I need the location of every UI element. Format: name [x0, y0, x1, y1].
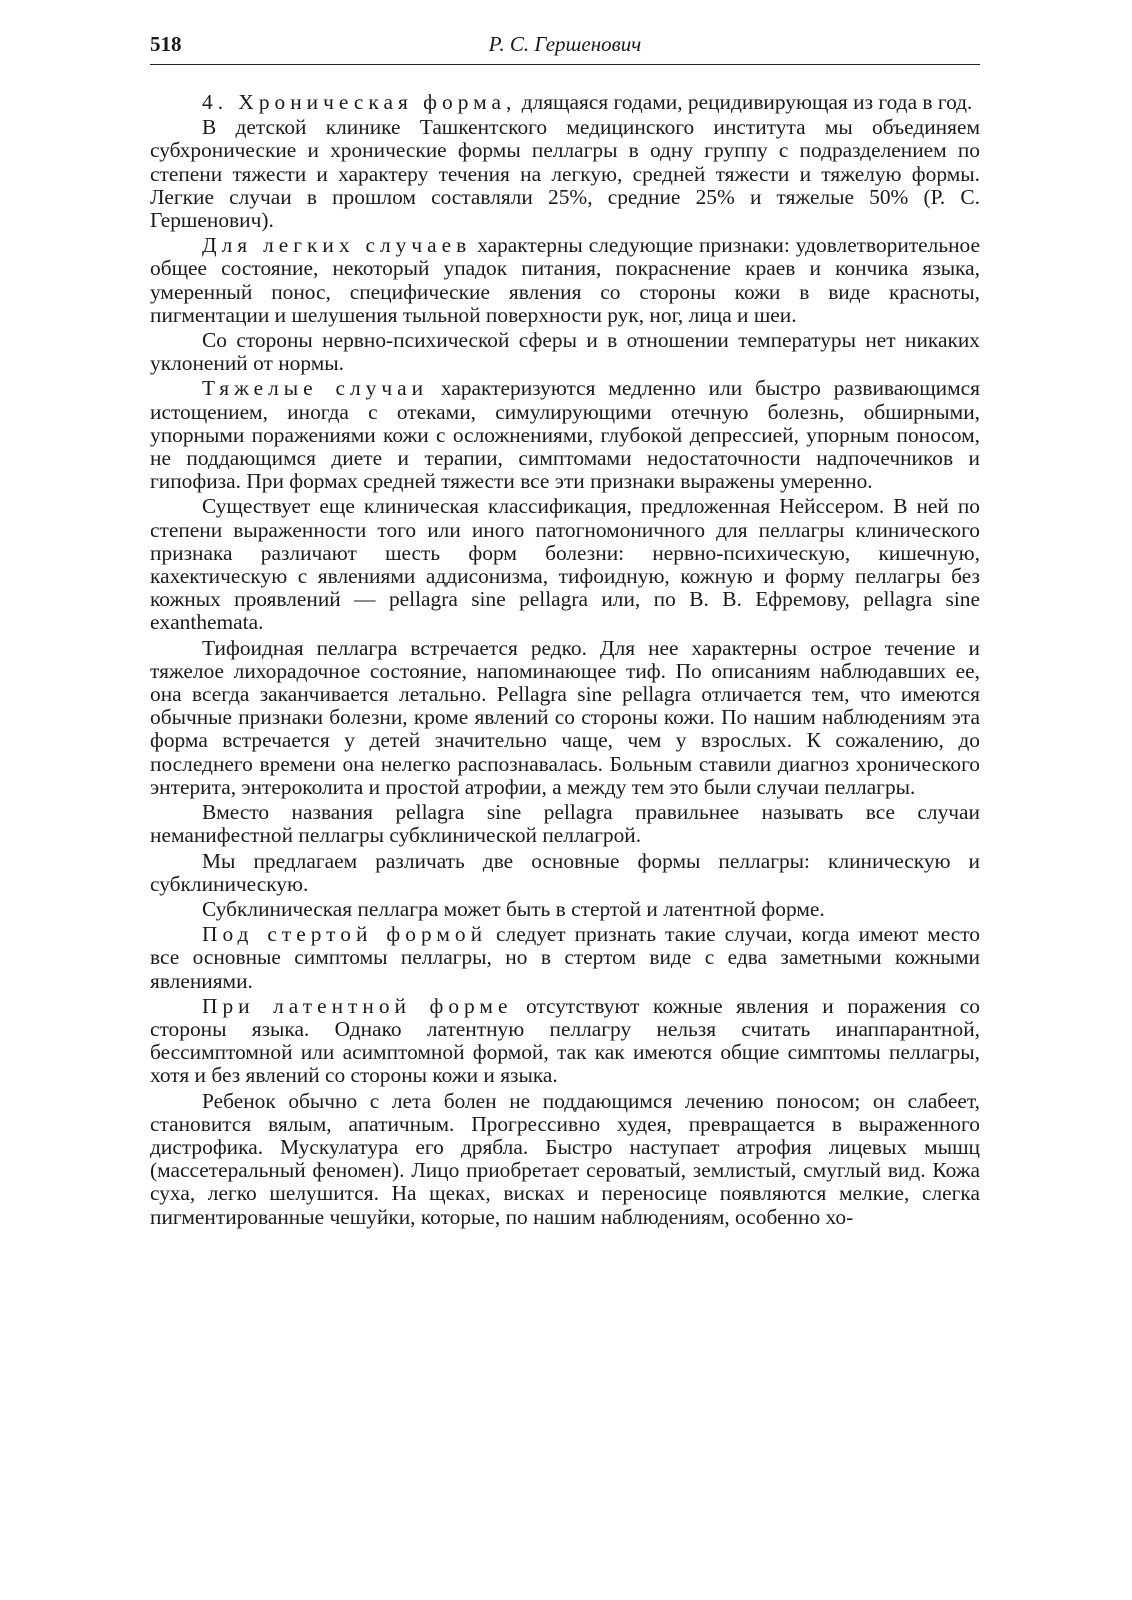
spaced-lead: Под стертой формой [202, 922, 488, 947]
paragraph [150, 1090, 980, 1229]
paragraph-text: отсутствуют кожные явления и поражения со стороны языка. Однако латентную пеллагру нельзя считать инаппарантной, бессимптомной или асимптомной формой, так как имеются общие симптомы пеллагры, хотя и без явлений со стороны кожи и языка. [150, 993, 980, 1088]
paragraph [150, 801, 980, 847]
paragraph [150, 495, 980, 634]
paragraph [150, 923, 980, 993]
running-head [150, 30, 980, 65]
paragraph-text: Тифоидная пеллагра встречается редко. Для нее характерны острое течение и тяжелое лихорадочное состояние, напоминающее тиф. По описаниям наблюдавших ее, она всегда заканчивается летально. Pellagra sine pellagra отличается тем, что имеются обычные признаки болезни, кроме явлений со стороны кожи. По нашим наблюдениям эта форма встречается у детей значительно чаще, чем у взрослых. К сожалению, до последнего времени она нелегко распознавалась. Больным ставили диагноз хронического энтерита, энтероколита и простой атрофии, а между тем это были случаи пеллагры. [150, 635, 980, 799]
page-number: 518 [150, 32, 182, 56]
paragraph [150, 377, 980, 493]
paragraph [150, 898, 980, 921]
paragraph-text: В детской клинике Ташкентского медицинского института мы объединяем субхронические и хронические формы пеллагры в одну группу с подразделением по степени тяжести и характеру течения на легкую, средней тяжести и тяжелую формы. Легкие случаи в прошлом составляли 25%, средние 25% и тяжелые 50% (Р. С. Гершенович). [150, 115, 980, 233]
paragraph-text: длящаяся годами, рецидивирующая из года в год. [516, 90, 973, 114]
paragraph [150, 91, 980, 114]
paragraph-text: характеризуются медленно или быстро развивающимся истощением, иногда с отеками, симулирующими отечную болезнь, обширными, упорными поражениями кожи с осложнениями, глубокой депрессией, упорным поносом, не поддающимся диете и терапии, симптомами недостаточности надпочечников и гипофиза. При формах средней тяжести все эти признаки выражены умеренно. [150, 376, 980, 494]
paragraph [150, 850, 980, 896]
book-page [150, 30, 980, 1229]
paragraph-text: Ребенок обычно с лета болен не поддающимся лечению поносом; он слабеет, становится вялым, апатичным. Прогрессивно худея, превращается в выраженного дистрофика. Мускулатура его дрябла. Быстро наступает атрофия лицевых мышц (массетеральный феномен). Лицо приобретает сероватый, землистый, смуглый вид. Кожа суха, легко шелушится. На щеках, висках и переносице появляются мелкие, слегка пигментированные чешуйки, которые, по нашим наблюдениям, особенно хо- [150, 1088, 980, 1229]
running-head-author: Р. С. Гершенович [488, 32, 642, 56]
paragraph [150, 234, 980, 327]
paragraph-text: Вместо названия pellagra sine pellagra правильнее называть все случаи неманифестной пеллагры субклинической пеллагрой. [150, 800, 980, 848]
paragraph-text: Со стороны нервно-психической сферы и в отношении температуры нет никаких уклонений от нормы. [150, 328, 980, 376]
paragraph [150, 329, 980, 375]
spaced-lead: Тяжелые случаи [202, 376, 429, 401]
spaced-lead: Для легких случаев [202, 233, 472, 258]
paragraph-text: Субклиническая пеллагра может быть в стертой и латентной форме. [202, 896, 825, 921]
body-text [150, 91, 980, 1229]
paragraph-text: Мы предлагаем различать две основные формы пеллагры: клиническую и субклиническую. [150, 848, 980, 896]
paragraph-text: Существует еще клиническая классификация, предложенная Нейссером. В ней по степени выраженности того или иного патогномоничного для пеллагры клинического признака различают шесть форм болезни: нервно-психическую, кишечную, кахектическую с явлениями аддисонизма, тифоидную, кожную и форму пеллагры без кожных проявлений — pellagra sine pellagra или, по В. В. Ефремову, pellagra sine exanthemata. [150, 494, 980, 635]
paragraph-text: следует признать такие случаи, когда имеют место все основные симптомы пеллагры, но в стертом виде с едва заметными кожными явлениями. [150, 922, 981, 993]
spaced-lead: 4. Хроническая форма, [202, 90, 517, 114]
paragraph [150, 637, 980, 799]
paragraph [150, 995, 980, 1088]
spaced-lead: При латентной форме [202, 993, 513, 1018]
paragraph [150, 116, 980, 232]
paragraph-text: характерны следующие признаки: удовлетворительное общее состояние, некоторый упадок питания, покраснение краев и кончика языка, умеренный понос, специфические явления со стороны кожи в виде красноты, пигментации и шелушения тыльной поверхности рук, ног, лица и шеи. [150, 233, 980, 327]
